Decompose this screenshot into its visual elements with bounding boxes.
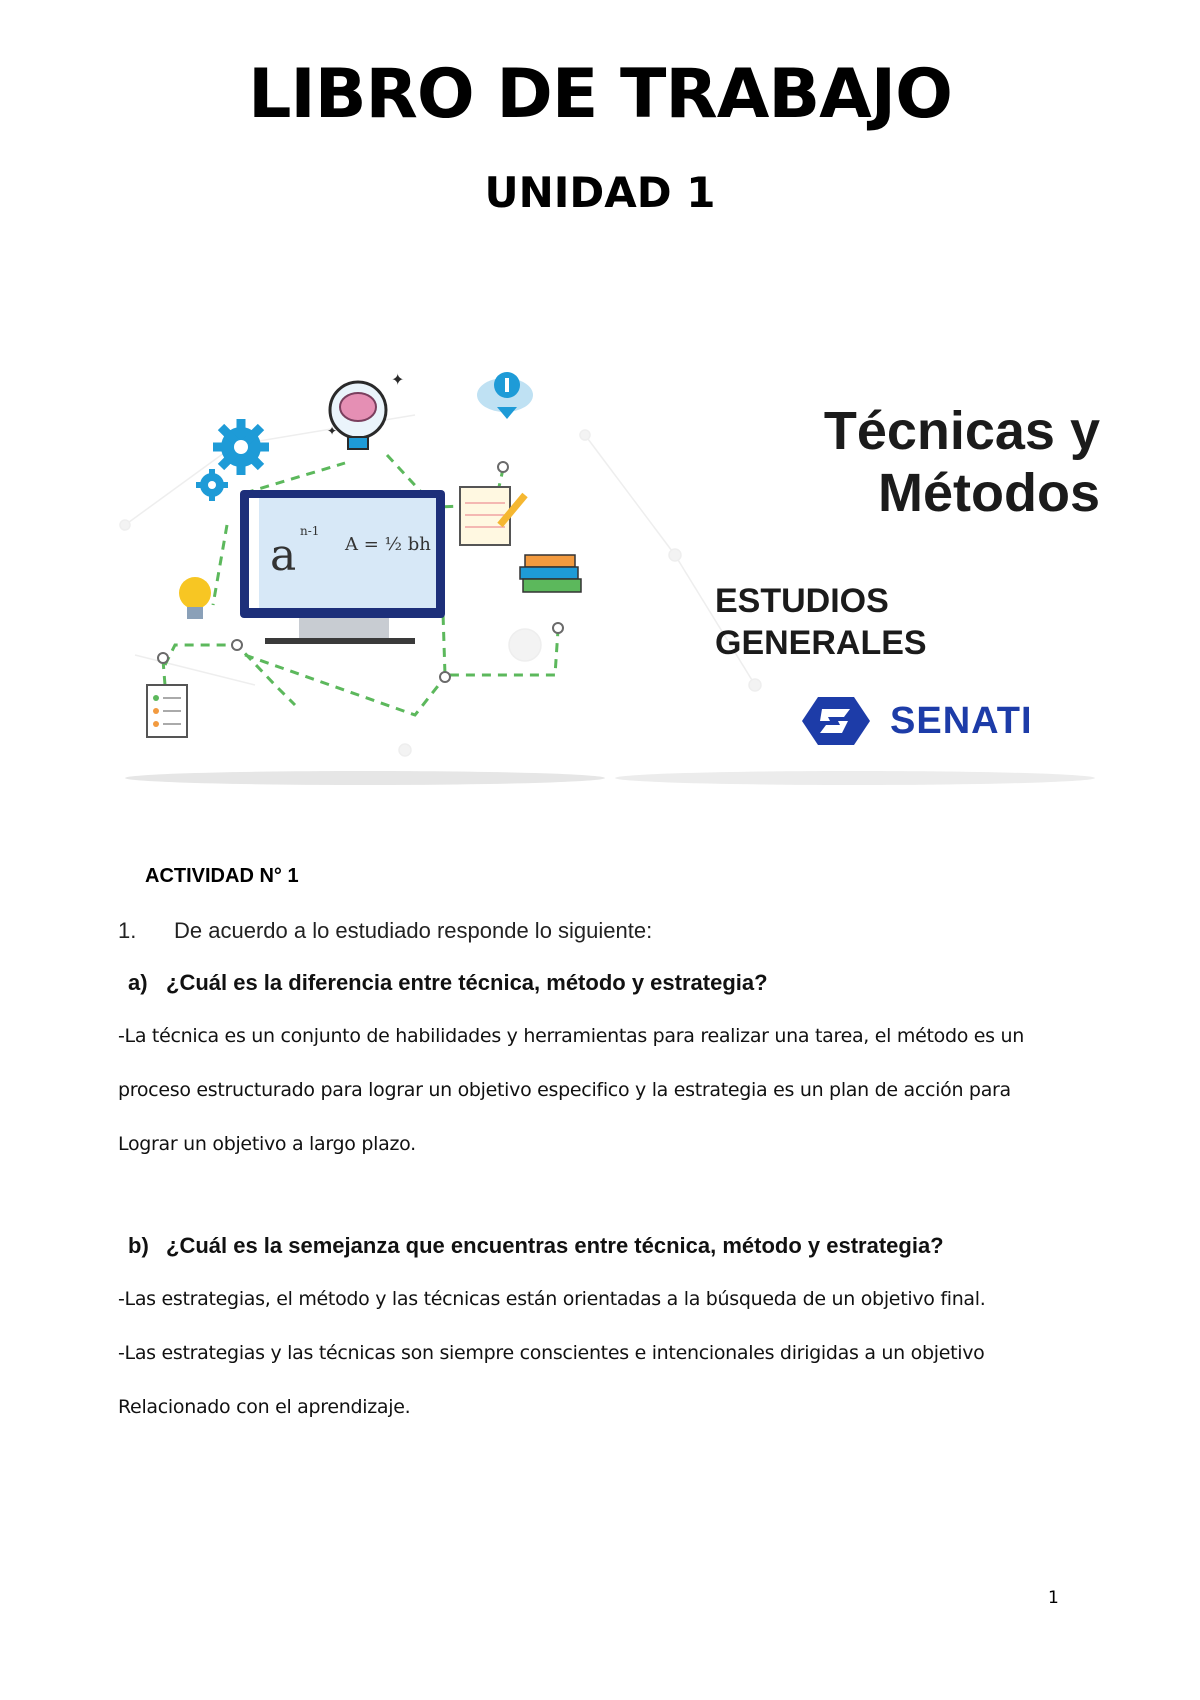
activity-title: ACTIVIDAD N° 1 (145, 865, 299, 887)
banner-subtitle (715, 580, 927, 664)
answer-a-line: Lograr un objetivo a largo plazo. (118, 1133, 416, 1155)
senati-logo-icon (800, 695, 872, 747)
answer-b-line: -Las estrategias y las técnicas son siempre conscientes e intencionales dirigidas a un objetivo (118, 1342, 985, 1364)
question-1-number: 1. (118, 918, 137, 943)
cloud-info-icon (477, 372, 533, 419)
monitor-icon (240, 490, 445, 644)
answer-b-line: Relacionado con el aprendizaje. (118, 1396, 411, 1418)
senati-brand (800, 695, 1033, 747)
answer-a-line: -La técnica es un conjunto de habilidades y herramientas para realizar una tarea, el método es un (118, 1025, 1024, 1047)
gear-icon (196, 419, 269, 501)
question-b-text: ¿Cuál es la semejanza que encuentras entre técnica, método y estrategia? (166, 1233, 944, 1258)
question-1-text: De acuerdo a lo estudiado responde lo siguiente: (174, 918, 653, 943)
question-b-label: b) (128, 1233, 149, 1258)
document-title: LIBRO DE TRABAJO (248, 55, 952, 134)
page-number: 1 (1048, 1588, 1059, 1608)
question-b (128, 1233, 944, 1259)
answer-a-line: proceso estructurado para lograr un objetivo especifico y la estrategia es un plan de acción para (118, 1079, 1011, 1101)
checklist-icon (147, 685, 187, 737)
unit-subtitle: UNIDAD 1 (484, 168, 716, 217)
svg-text:✦: ✦ (327, 424, 338, 438)
answer-b-line: -Las estrategias, el método y las técnicas están orientadas a la búsqueda de un objetivo final. (118, 1288, 986, 1310)
brand-name: SENATI (890, 699, 1033, 742)
question-a-text: ¿Cuál es la diferencia entre técnica, método y estrategia? (166, 970, 768, 995)
banner-sub-line-1: ESTUDIOS (715, 582, 889, 620)
board-formula-1-exp: n-1 (300, 524, 320, 538)
question-1 (118, 918, 652, 944)
banner-title-line-1: Técnicas y (823, 401, 1100, 461)
banner-title (824, 400, 1100, 524)
lightbulb-icon (179, 577, 211, 619)
svg-text:✦: ✦ (391, 372, 405, 389)
question-a-label: a) (128, 970, 148, 995)
course-banner (115, 355, 1100, 825)
books-icon (520, 555, 581, 592)
banner-sub-line-2: GENERALES (715, 624, 927, 662)
notepad-icon (460, 487, 525, 545)
banner-title-line-2: Métodos (878, 463, 1100, 523)
board-formula-2: A = ½ bh (345, 534, 431, 555)
question-a (128, 970, 768, 996)
board-formula-1: a (270, 530, 297, 581)
brain-bulb-icon (327, 372, 404, 449)
